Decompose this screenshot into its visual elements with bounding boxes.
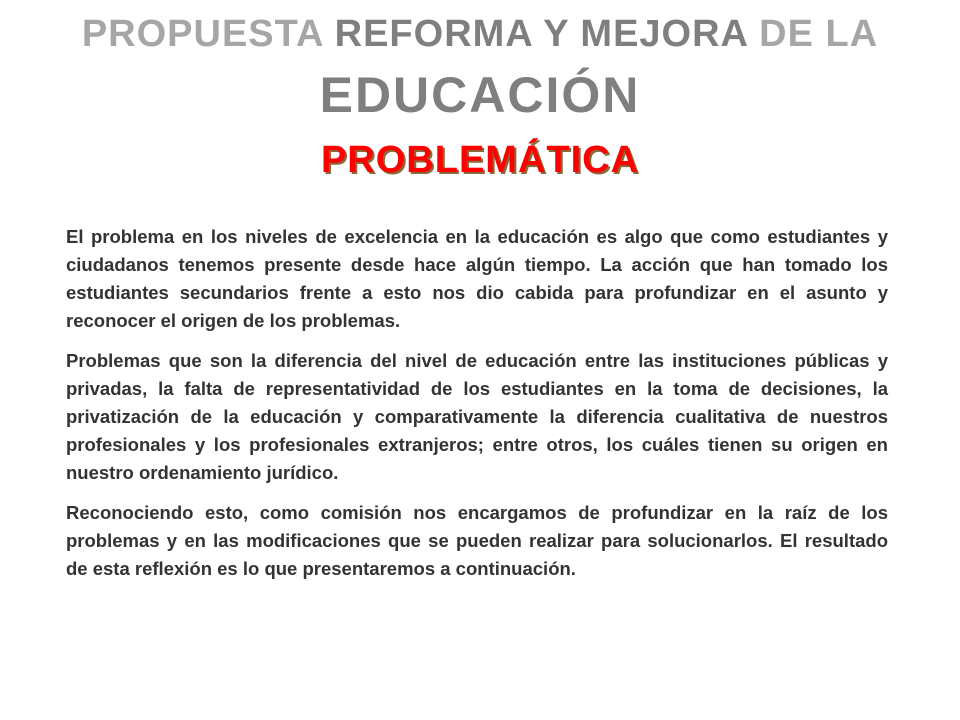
title-word-reforma-y-mejora: REFORMA Y MEJORA	[334, 13, 748, 55]
slide-subtitle: PROBLEMÁTICA	[320, 139, 640, 181]
body-paragraph-3: Reconociendo esto, como comisión nos encargamos de profundizar en la raíz de los problemas y en las modificaciones que se pueden realizar para solucionarlos. El resultado de esta reflexión es lo que presentaremos a continuación.	[66, 502, 888, 579]
body-paragraph-1: El problema en los niveles de excelencia en la educación es algo que como estudiantes y ciudadanos tenemos presente desde hace algún tiempo. La acción que han tomado los estudiantes secundarios frente a esto nos dio cabida para profundizar en el asunto y reconocer el origen de los problemas.	[66, 226, 888, 331]
title-word-de-la: DE LA	[759, 13, 879, 55]
body-paragraph-2: Problemas que son la diferencia del nivel de educación entre las instituciones públicas y privadas, la falta de representatividad de los estudiantes en la toma de decisiones, la privatización de la educación y comparativamente la diferencia cualitativa de nuestros profesionales y los profesionales extranjeros; entre otros, los cuáles tienen su origen en nuestro ordenamiento jurídico.	[66, 350, 888, 483]
slide-title-line-1	[0, 10, 960, 58]
title-word-propuesta: PROPUESTA	[81, 13, 324, 55]
slide-body	[66, 223, 888, 595]
slide-title-line-2: EDUCACIÓN	[319, 67, 641, 123]
